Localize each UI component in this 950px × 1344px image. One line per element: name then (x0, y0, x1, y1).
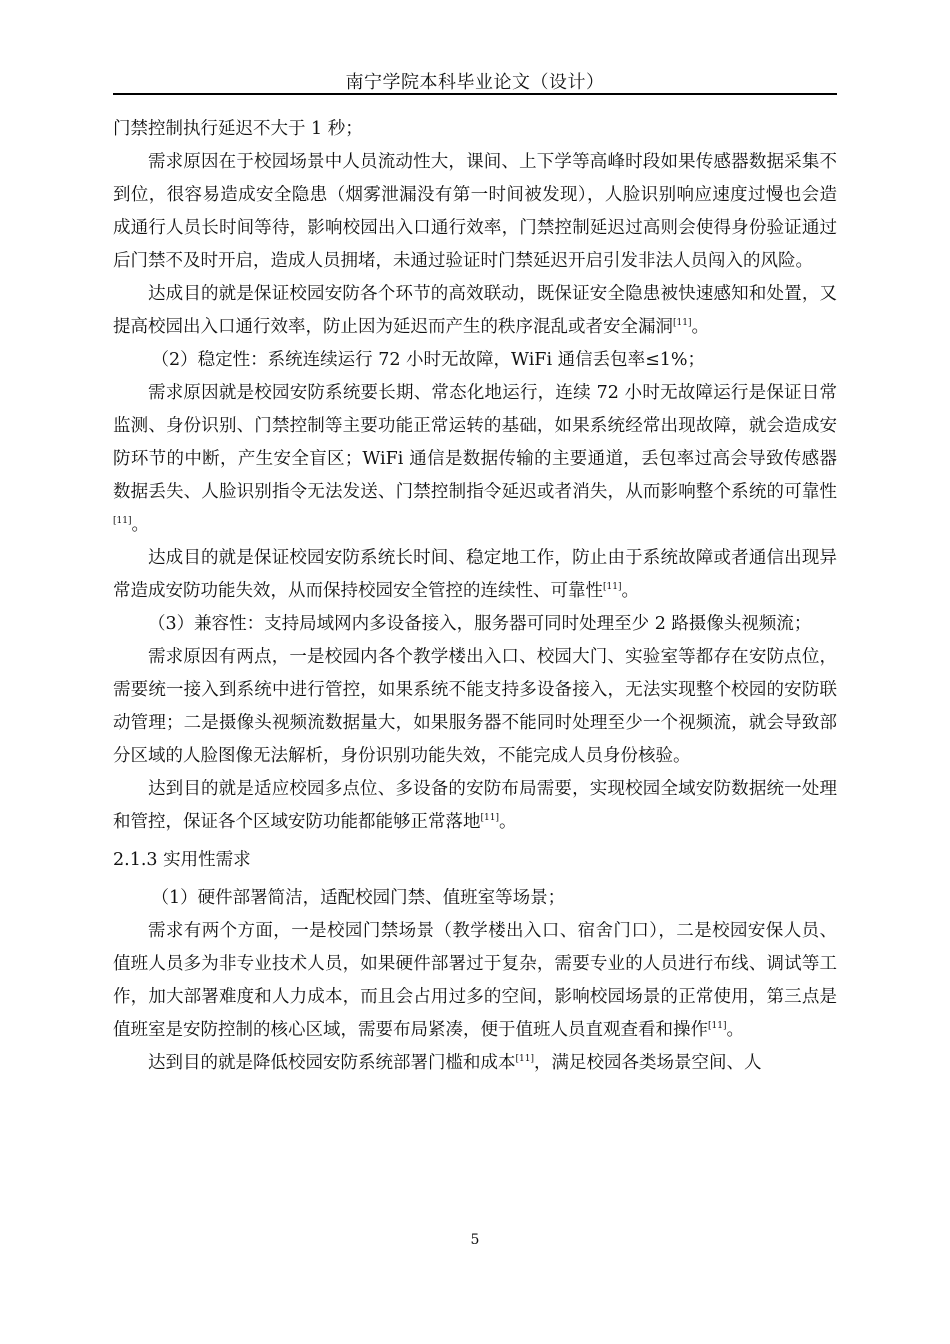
paragraph-text: 需求原因就是校园安防系统要长期、常态化地运行，连续 72 小时无故障运行是保证日常监测、身份识别、门禁控制等主要功能正常运转的基础，如果系统经常出现故障，就会造成安防环节的中断，产生安全盲区；WiFi 通信是数据传输的主要通道，丢包率过高会导致传感器数据丢失、人脸识别指令无法发送、门禁控制指令延迟或者消失，从而影响整个系统的可靠性 (113, 383, 837, 502)
citation-ref: [11] (515, 1054, 534, 1064)
paragraph-end: ，满足校园各类场景空间、人 (533, 1053, 762, 1073)
citation-ref: [11] (603, 582, 622, 592)
paragraph (113, 915, 837, 1047)
running-header: 南宁学院本科毕业论文（设计） (345, 72, 605, 93)
requirement-item: （3）兼容性：支持局域网内多设备接入，服务器可同时处理至少 2 路摄像头视频流； (148, 614, 812, 634)
citation-ref: [11] (113, 516, 132, 526)
paragraph-end: 。 (726, 1020, 744, 1040)
paragraph-text: 达到目的就是降低校园安防系统部署门槛和成本 (148, 1053, 516, 1073)
paragraph-text: 需求有两个方面，一是校园门禁场景（教学楼出入口、宿舍门口），二是校园安保人员、值班人员多为非专业技术人员，如果硬件部署过于复杂，需要专业的人员进行布线、调试等工作，加大部署难度和人力成本，而且会占用过多的空间，影响校园场景的正常使用，第三点是值班室是安防控制的核心区域，需要布局紧凑，便于值班人员直观查看和操作 (113, 921, 837, 1040)
citation-ref: [11] (480, 813, 499, 823)
paragraph (113, 773, 837, 839)
paragraph-text: 达成目的就是保证校园安防各个环节的高效联动，既保证安全隐患被快速感知和处置，又提高校园出入口通行效率，防止因为延迟而产生的秩序混乱或者安全漏洞 (113, 284, 837, 337)
paragraph-end: 。 (621, 581, 639, 601)
paragraph (113, 1047, 837, 1080)
body-text (113, 113, 837, 1080)
paragraph (113, 542, 837, 608)
paragraph-end: 。 (498, 812, 517, 832)
paragraph (113, 278, 837, 344)
paragraph: 需求原因在于校园场景中人员流动性大，课间、上下学等高峰时段如果传感器数据采集不到位，很容易造成安全隐患（烟雾泄漏没有第一时间被发现），人脸识别响应速度过慢也会造成通行人员长时间等待，影响校园出入口通行效率，门禁控制延迟过高则会使得身份验证通过后门禁不及时开启，造成人员拥堵，未通过验证时门禁延迟开启引发非法人员闯入的风险。 (113, 152, 837, 271)
header-rule (113, 93, 837, 95)
paragraph: 需求原因有两点，一是校园内各个教学楼出入口、校园大门、实验室等都存在安防点位，需要统一接入到系统中进行管控，如果系统不能支持多设备接入，无法实现整个校园的安防联动管理；二是摄像头视频流数据量大，如果服务器不能同时处理至少一个视频流，就会导致部分区域的人脸图像无法解析，身份识别功能失效，不能完成人员身份核验。 (113, 647, 837, 766)
paragraph-end: 。 (691, 317, 709, 337)
requirement-item: （2）稳定性：系统连续运行 72 小时无故障，WiFi 通信丢包率≤1%； (151, 350, 706, 370)
paragraph: 门禁控制执行延迟不大于 1 秒； (113, 119, 363, 139)
paragraph-text: 达到目的就是适应校园多点位、多设备的安防布局需要，实现校园全域安防数据统一处理和管控，保证各个区域安防功能都能够正常落地 (113, 779, 837, 832)
paragraph-text: 达成目的就是保证校园安防系统长时间、稳定地工作，防止由于系统故障或者通信出现异常造成安防功能失效，从而保持校园安全管控的连续性、可靠性 (113, 548, 837, 601)
paragraph (113, 377, 837, 542)
section-heading: 2.1.3 实用性需求 (113, 850, 251, 870)
page-number: 5 (470, 1232, 480, 1248)
requirement-item: （1）硬件部署简洁，适配校园门禁、值班室等场景； (151, 888, 566, 908)
paragraph-end: 。 (131, 515, 149, 535)
citation-ref: [11] (708, 1021, 727, 1031)
citation-ref: [11] (673, 318, 692, 328)
